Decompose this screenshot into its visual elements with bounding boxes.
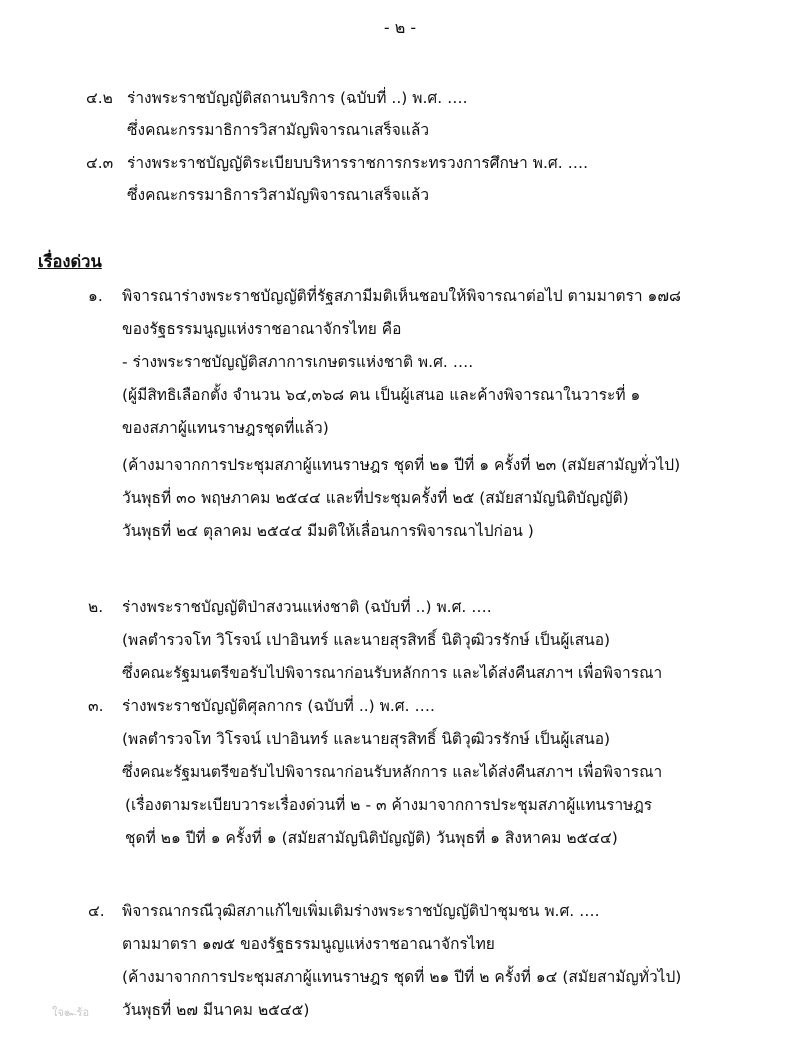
item-line: ร่างพระราชบัญญัติศุลกากร (ฉบับที่ ..) พ.ศ. …. [122, 697, 435, 715]
item-line: วันพุธที่ ๒๗ มีนาคม ๒๕๔๕) [122, 1001, 310, 1019]
item-number: ๒. [88, 598, 104, 616]
item-line: (ค้างมาจากการประชุมสภาผู้แทนราษฎร ชุดที่ ๒๑ ปีที่ ๑ ครั้งที่ ๒๓ (สมัยสามัญทั่วไป) [122, 456, 681, 474]
item-line: ชุดที่ ๒๑ ปีที่ ๑ ครั้งที่ ๑ (สมัยสามัญนิติบัญญัติ) วันพุธที่ ๑ สิงหาคม ๒๕๔๔) [125, 829, 618, 847]
item-line: (เรื่องตามระเบียบวาระเรื่องด่วนที่ ๒ - ๓ ค้างมาจากการประชุมสภาผู้แทนราษฎร [125, 796, 653, 814]
item-line: วันพุธที่ ๒๔ ตุลาคม ๒๕๔๔ มีมติให้เลื่อนการพิจารณาไปก่อน ) [122, 522, 534, 540]
item-status: ซึ่งคณะกรรมาธิการวิสามัญพิจารณาเสร็จแล้ว [127, 186, 430, 204]
item-line: วันพุธที่ ๓๐ พฤษภาคม ๒๕๔๔ และที่ประชุมครั้งที่ ๒๕ (สมัยสามัญนิติบัญญัติ) [122, 489, 629, 507]
item-line: ซึ่งคณะรัฐมนตรีขอรับไปพิจารณาก่อนรับหลักการ และได้ส่งคืนสภาฯ เพื่อพิจารณา [122, 763, 663, 781]
item-line: (พลตำรวจโท วิโรจน์ เปาอินทร์ และนายสุรสิทธิ์ นิติวุฒิวรรักษ์ เป็นผู้เสนอ) [122, 730, 611, 748]
item-line: ซึ่งคณะรัฐมนตรีขอรับไปพิจารณาก่อนรับหลักการ และได้ส่งคืนสภาฯ เพื่อพิจารณา [122, 664, 663, 682]
item-line: ตามมาตรา ๑๗๕ ของรัฐธรรมนูญแห่งราชอาณาจักรไทย [122, 935, 495, 953]
item-title: ร่างพระราชบัญญัติระเบียบบริหารราชการกระทรวงการศึกษา พ.ศ. …. [127, 154, 589, 172]
item-status: ซึ่งคณะกรรมาธิการวิสามัญพิจารณาเสร็จแล้ว [127, 121, 430, 139]
item-line: พิจารณาร่างพระราชบัญญัติที่รัฐสภามีมติเห็นชอบให้พิจารณาต่อไป ตามมาตรา ๑๗๘ [122, 287, 682, 305]
faint-mark: ใจ๛ร้อ [52, 1006, 90, 1019]
urgent-heading: เรื่องด่วน [38, 252, 102, 271]
item-line: (ค้างมาจากการประชุมสภาผู้แทนราษฎร ชุดที่ ๒๑ ปีที่ ๒ ครั้งที่ ๑๔ (สมัยสามัญทั่วไป) [122, 968, 682, 986]
item-number: ๔.๓ [86, 154, 114, 172]
item-line: ของรัฐธรรมนูญแห่งราชอาณาจักรไทย คือ [122, 320, 402, 338]
item-number: ๓. [88, 697, 104, 715]
item-line: - ร่างพระราชบัญญัติสภาการเกษตรแห่งชาติ พ.ศ. …. [122, 353, 474, 371]
item-line: ร่างพระราชบัญญัติป่าสงวนแห่งชาติ (ฉบับที่ ..) พ.ศ. …. [122, 598, 492, 616]
item-number: ๑. [88, 287, 103, 305]
item-number: ๔. [88, 902, 105, 920]
item-title: ร่างพระราชบัญญัติสถานบริการ (ฉบับที่ ..) พ.ศ. …. [127, 89, 468, 107]
item-line: (พลตำรวจโท วิโรจน์ เปาอินทร์ และนายสุรสิทธิ์ นิติวุฒิวรรักษ์ เป็นผู้เสนอ) [122, 631, 611, 649]
item-line: (ผู้มีสิทธิเลือกตั้ง จำนวน ๖๔,๓๖๘ คน เป็นผู้เสนอ และค้างพิจารณาในวาระที่ ๑ [122, 386, 641, 404]
item-line: ของสภาผู้แทนราษฎรชุดที่แล้ว) [122, 419, 329, 437]
item-line: พิจารณากรณีวุฒิสภาแก้ไขเพิ่มเติมร่างพระราชบัญญัติป่าชุมชน พ.ศ. …. [122, 902, 600, 920]
page-number: - ๒ - [383, 18, 417, 37]
item-number: ๔.๒ [86, 89, 113, 107]
